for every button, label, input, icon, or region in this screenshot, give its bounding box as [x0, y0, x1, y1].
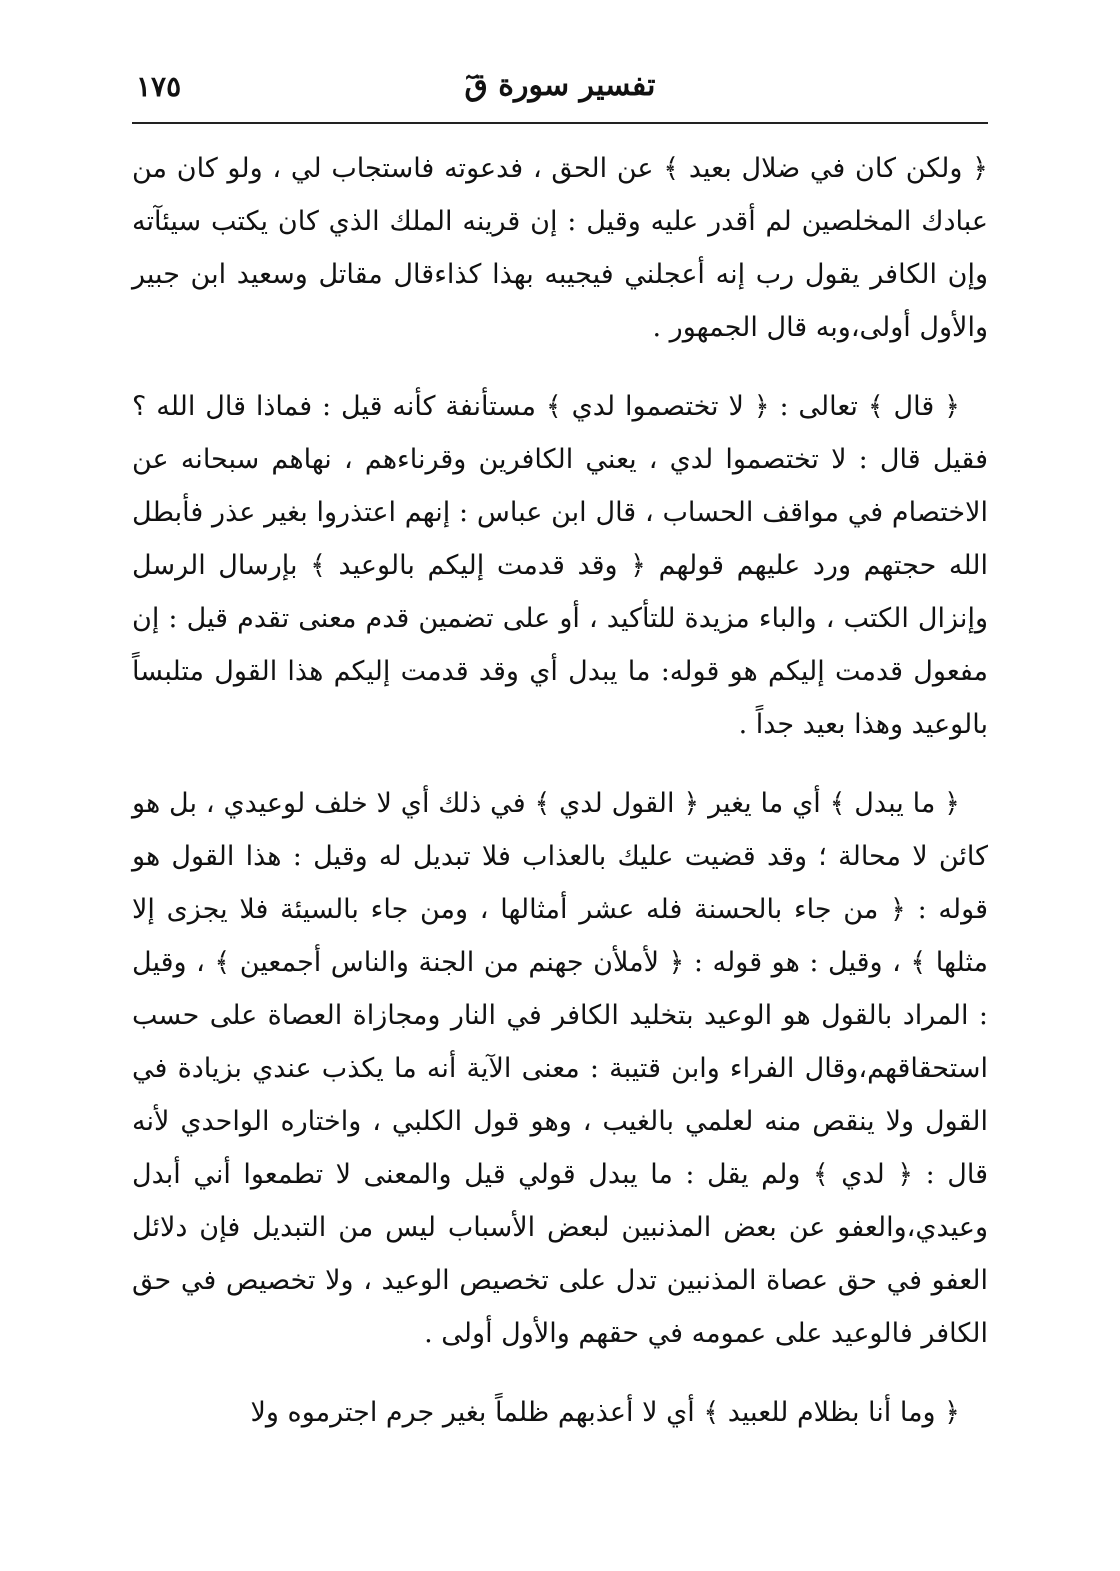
paragraph-4: ﴿ وما أنا بظلام للعبيد ﴾ أي لا أعذبهم ظلماً بغير جرم اجترموه ولا: [250, 1397, 960, 1428]
paragraph-2: ﴿ قال ﴾ تعالى : ﴿ لا تختصموا لدي ﴾ مستأنفة كأنه قيل : فماذا قال الله ؟ فقيل قال : لا تختصموا لدي ، يعني الكافرين وقرناءهم ، نهاهم سبحانه عن الاختصام في مواقف الحساب ، قال ابن عباس : إنهم اعتذروا بغير عذر فأبطل الله حجتهم ورد عليهم قولهم ﴿ وقد قدمت إليكم بالوعيد ﴾ بإرسال الرسل وإنزال الكتب ، والباء مزيدة للتأكيد ، أو على تضمين قدم معنى تقدم قيل : إن مفعول قدمت إليكم هو قوله: ما يبدل أي وقد قدمت إليكم هذا القول متلبساً بالوعيد وهذا بعيد جداً .: [132, 391, 988, 740]
paragraph-3: ﴿ ما يبدل ﴾ أي ما يغير ﴿ القول لدي ﴾ في ذلك أي لا خلف لوعيدي ، بل هو كائن لا محالة ؛ وقد قضيت عليك بالعذاب فلا تبديل له وقيل : هذا القول هو قوله : ﴿ من جاء بالحسنة فله عشر أمثالها ، ومن جاء بالسيئة فلا يجزى إلا مثلها ﴾ ، وقيل : هو قوله : ﴿ لأملأن جهنم من الجنة والناس أجمعين ﴾ ، وقيل : المراد بالقول هو الوعيد بتخليد الكافر في النار ومجازاة العصاة على حسب استحقاقهم،وقال الفراء وابن قتيبة : معنى الآية أنه ما يكذب عندي بزيادة في القول ولا ينقص منه لعلمي بالغيب ، وهو قول الكلبي ، واختاره الواحدي لأنه قال : ﴿ لدي ﴾ ولم يقل : ما يبدل قولي قيل والمعنى لا تطمعوا أني أبدل وعيدي،والعفو عن بعض المذنبين لبعض الأسباب ليس من التبديل فإن دلائل العفو في حق عصاة المذنبين تدل على تخصيص الوعيد ، ولا تخصيص في حق الكافر فالوعيد على عمومه في حقهم والأول أولى .: [132, 788, 988, 1349]
running-title: تفسير سورة قٓ: [464, 68, 656, 103]
page-body: [132, 142, 988, 1465]
paragraph-1: ﴿ ولكن كان في ضلال بعيد ﴾ عن الحق ، فدعوته فاستجاب لي ، ولو كان من عبادك المخلصين لم أقدر عليه وقيل : إن قرينه الملك الذي كان يكتب سيئآته وإن الكافر يقول رب إنه أعجلني فيجيبه بهذا كذاءقال مقاتل وسعيد ابن جبير والأول أولى،وبه قال الجمهور .: [132, 153, 988, 343]
page-number: ١٧٥: [136, 70, 182, 103]
page-header: [132, 62, 988, 124]
